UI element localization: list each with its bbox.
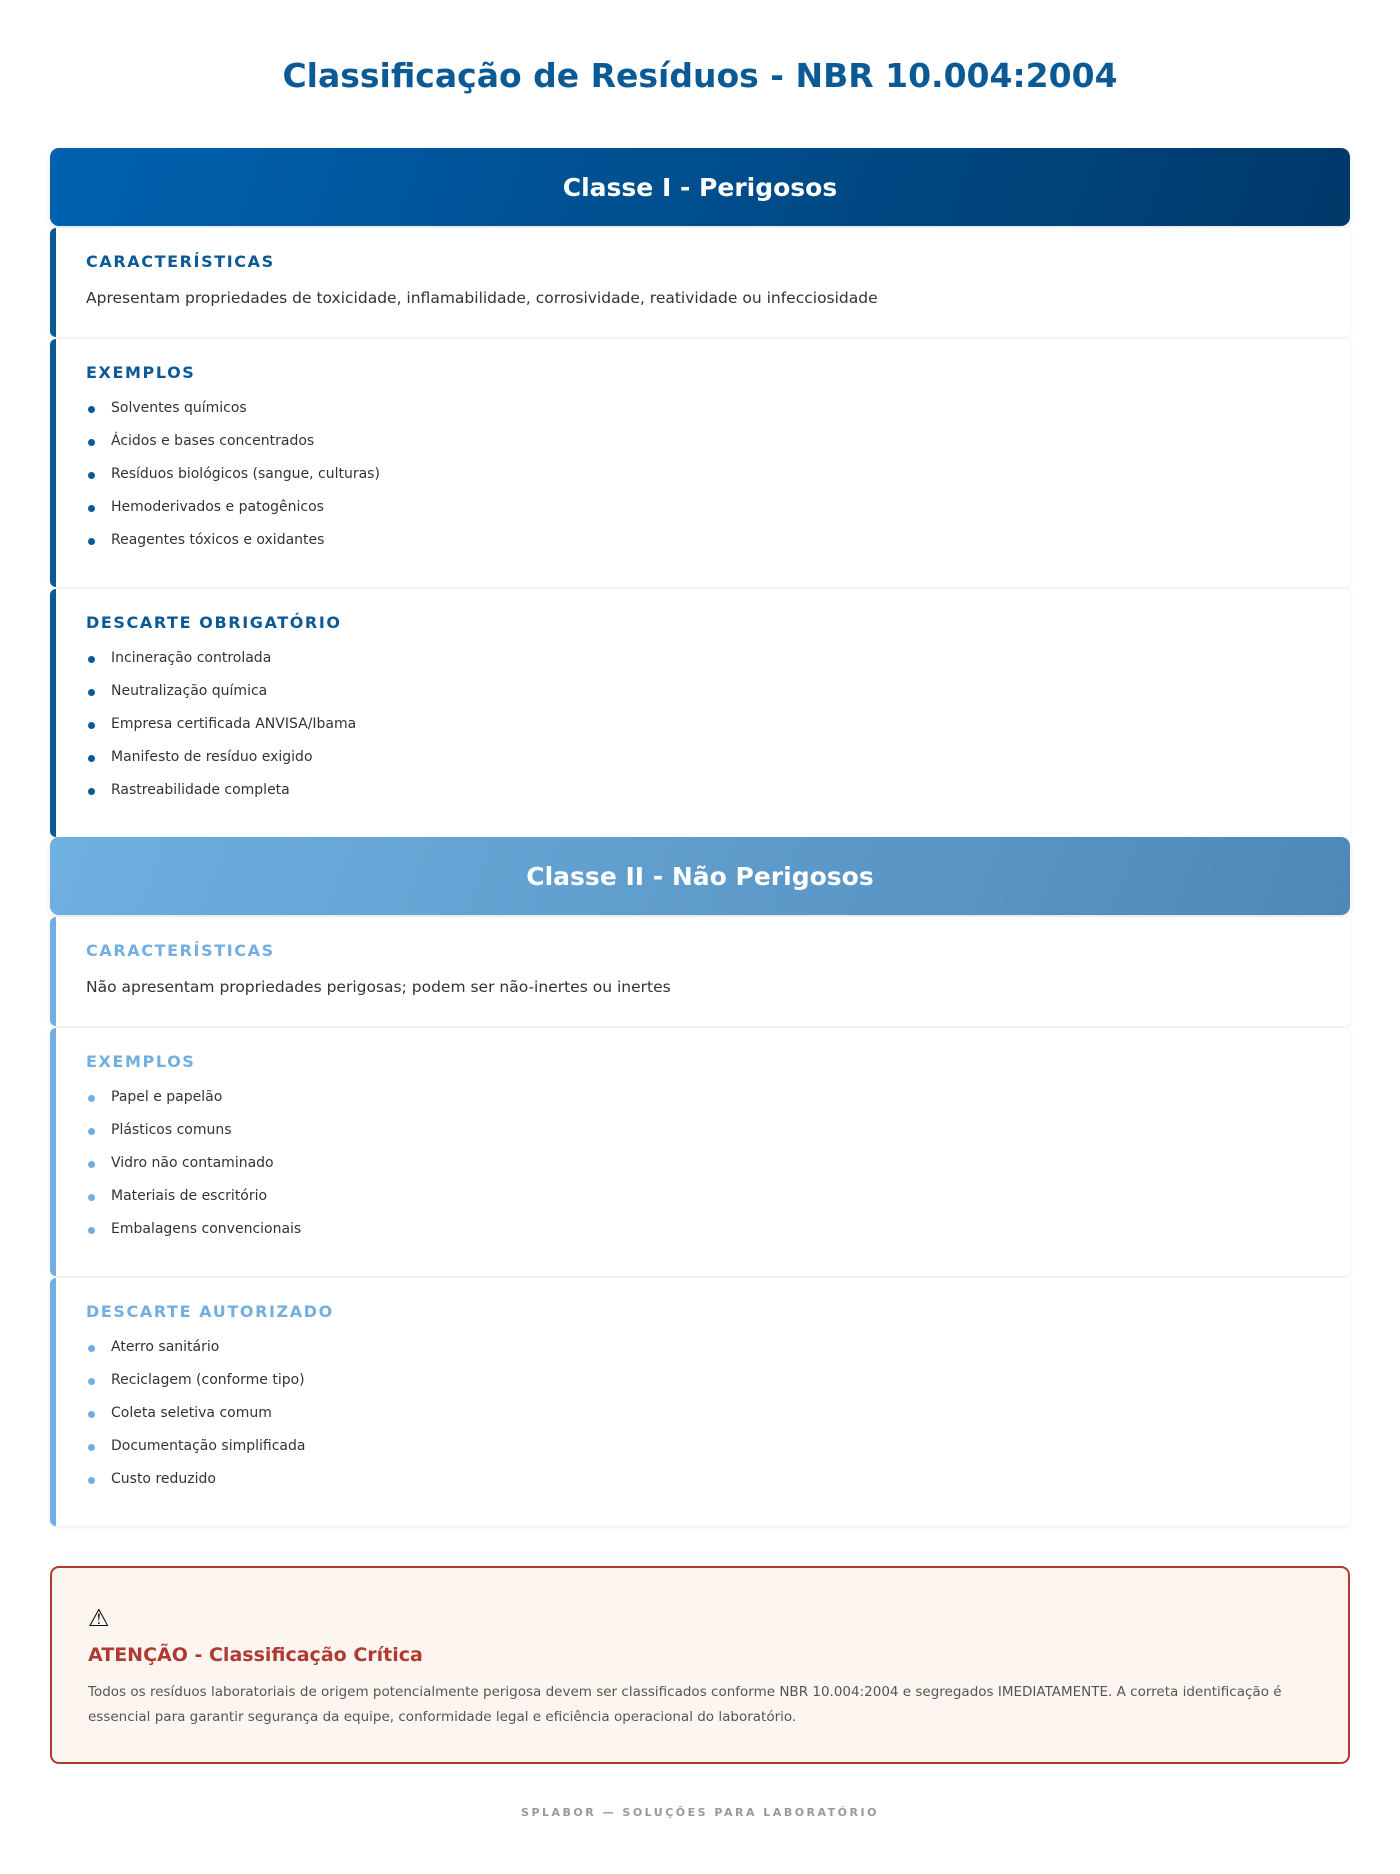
list-item: Solventes químicos	[86, 400, 1320, 433]
alert-text: Todos os resíduos laboratoriais de origem potencialmente perigosa devem ser classificados conforme NBR 10.004:2004 e segregados IMEDIATAMENTE. A correta identificação é essencial para garantir segurança da equipe, conformidade legal e eficiência operacional do laboratório.	[88, 1684, 1282, 1725]
list-item: Hemoderivados e patogênicos	[86, 499, 1320, 532]
examples-heading: EXEMPLOS	[86, 363, 196, 382]
list-item: Coleta seletiva comum	[86, 1405, 1320, 1438]
list-item: Documentação simplificada	[86, 1438, 1320, 1471]
characteristics-text: Apresentam propriedades de toxicidade, inflamabilidade, corrosividade, reatividade ou infecciosidade	[86, 289, 878, 307]
class-i-header: Classe I - Perigosos	[50, 148, 1350, 226]
list-item: Reciclagem (conforme tipo)	[86, 1372, 1320, 1405]
list-item: Papel e papelão	[86, 1089, 1320, 1122]
class-i-section	[50, 148, 1350, 837]
examples-list	[86, 400, 1320, 565]
list-item: Vidro não contaminado	[86, 1155, 1320, 1188]
list-item: Incineração controlada	[86, 650, 1320, 683]
list-item: Plásticos comuns	[86, 1122, 1320, 1155]
examples-list	[86, 1089, 1320, 1254]
warning-icon: ⚠	[88, 1604, 110, 1632]
class-i-disposal-card	[50, 589, 1350, 837]
disposal-list	[86, 650, 1320, 815]
examples-heading: EXEMPLOS	[86, 1052, 196, 1071]
disposal-list	[86, 1339, 1320, 1504]
class-ii-disposal-card	[50, 1278, 1350, 1526]
list-item: Neutralização química	[86, 683, 1320, 716]
list-item: Materiais de escritório	[86, 1188, 1320, 1221]
list-item: Empresa certificada ANVISA/Ibama	[86, 716, 1320, 749]
warning-alert	[50, 1566, 1350, 1764]
disposal-heading: DESCARTE OBRIGATÓRIO	[86, 613, 342, 632]
class-i-examples-card	[50, 339, 1350, 587]
list-item: Embalagens convencionais	[86, 1221, 1320, 1254]
characteristics-heading: CARACTERÍSTICAS	[86, 941, 275, 960]
list-item: Resíduos biológicos (sangue, culturas)	[86, 466, 1320, 499]
characteristics-text: Não apresentam propriedades perigosas; podem ser não-inertes ou inertes	[86, 978, 671, 996]
class-ii-section	[50, 837, 1350, 1526]
list-item: Ácidos e bases concentrados	[86, 433, 1320, 466]
list-item: Custo reduzido	[86, 1471, 1320, 1504]
footer: SPLABOR — SOLUÇÕES PARA LABORATÓRIO	[521, 1806, 879, 1819]
class-i-characteristics-card	[50, 228, 1350, 337]
page-title: Classificação de Resíduos - NBR 10.004:2004	[282, 56, 1118, 95]
class-ii-examples-card	[50, 1028, 1350, 1276]
list-item: Reagentes tóxicos e oxidantes	[86, 532, 1320, 565]
class-ii-header: Classe II - Não Perigosos	[50, 837, 1350, 915]
list-item: Aterro sanitário	[86, 1339, 1320, 1372]
class-ii-characteristics-card	[50, 917, 1350, 1026]
alert-title: ATENÇÃO - Classificação Crítica	[88, 1644, 423, 1666]
list-item: Rastreabilidade completa	[86, 782, 1320, 815]
disposal-heading: DESCARTE AUTORIZADO	[86, 1302, 334, 1321]
list-item: Manifesto de resíduo exigido	[86, 749, 1320, 782]
characteristics-heading: CARACTERÍSTICAS	[86, 252, 275, 271]
